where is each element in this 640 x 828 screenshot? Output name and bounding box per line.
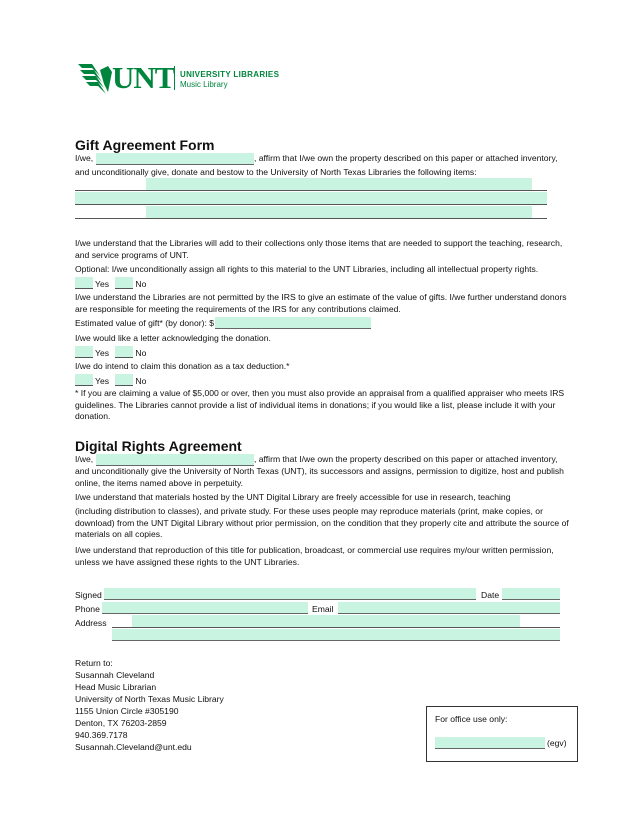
gift-iwe-label: I/we, bbox=[75, 153, 94, 163]
tax-yes-checkbox[interactable] bbox=[75, 374, 93, 386]
items-field-3[interactable] bbox=[146, 206, 532, 218]
org-subname: Music Library bbox=[180, 80, 228, 89]
gift-donate-text: and unconditionally give, donate and bestow to the University of North Texas Libraries the following items: bbox=[75, 167, 477, 177]
office-use-box bbox=[426, 706, 578, 762]
signed-field[interactable] bbox=[104, 588, 476, 600]
return-line-2: Head Music Librarian bbox=[75, 682, 157, 692]
estimated-value-label: Estimated value of gift* (by donor): $ bbox=[75, 318, 215, 328]
phone-field[interactable] bbox=[102, 602, 308, 614]
digital-title: Digital Rights Agreement bbox=[75, 438, 242, 454]
office-use-suffix: (egv) bbox=[547, 738, 567, 748]
letter-yes-label: Yes bbox=[95, 348, 110, 358]
optional-yes-no bbox=[75, 277, 146, 289]
phone-label: Phone bbox=[75, 604, 100, 614]
header-logo bbox=[78, 60, 278, 102]
gift-irs-text: I/we understand the Libraries are not permitted by the IRS to give an estimate of the value of gifts. I/we further understand donors are responsible for meeting the requirements of the IRS for any contributions claimed. bbox=[75, 292, 567, 314]
gift-understand-add: I/we understand that the Libraries will add to their collections only those items that are needed to support the teaching, research, and service programs of UNT. bbox=[75, 238, 563, 260]
letter-yes-checkbox[interactable] bbox=[75, 346, 93, 358]
gift-title: Gift Agreement Form bbox=[75, 137, 215, 153]
estimated-value-field[interactable] bbox=[215, 317, 371, 329]
letter-yes-no bbox=[75, 346, 146, 358]
date-label: Date bbox=[481, 590, 500, 600]
return-line-6: 940.369.7178 bbox=[75, 730, 128, 740]
date-field[interactable] bbox=[502, 588, 560, 600]
letter-no-checkbox[interactable] bbox=[115, 346, 133, 358]
gift-affirm-text: , affirm that I/we own the property described on this paper or attached inventory, bbox=[254, 153, 558, 163]
items-line-2 bbox=[75, 204, 547, 205]
office-use-label: For office use only: bbox=[435, 714, 508, 724]
tax-no-label: No bbox=[135, 376, 147, 386]
digital-hosted2-text: (including distribution to classes), and private study. For these uses people may reproduce materials (print, make copies, or download) from the UNT Digital Library without prior permission, on the condition that they properly cite and attribute the source of materials on all copies. bbox=[75, 506, 569, 540]
optional-yes-label: Yes bbox=[95, 279, 110, 289]
address-label: Address bbox=[75, 618, 107, 628]
tax-yes-no bbox=[75, 374, 146, 386]
gift-donor-name-field[interactable] bbox=[96, 153, 254, 165]
tax-yes-label: Yes bbox=[95, 376, 110, 386]
items-field-1[interactable] bbox=[146, 178, 532, 190]
tax-no-checkbox[interactable] bbox=[115, 374, 133, 386]
signed-label: Signed bbox=[75, 590, 102, 600]
logo-text: UNT bbox=[112, 60, 175, 95]
email-label: Email bbox=[312, 604, 334, 614]
email-field[interactable] bbox=[338, 602, 560, 614]
optional-no-checkbox[interactable] bbox=[115, 277, 133, 289]
logo-divider bbox=[174, 66, 175, 90]
items-line-1 bbox=[75, 190, 547, 191]
gift-footnote: * If you are claiming a value of $5,000 or over, then you must also provide an appraisal from a qualified appraiser who meets IRS guidelines. The Libraries cannot provide a list of individual items in donations; if you would like a list, please include it with your donation. bbox=[75, 388, 565, 422]
digital-reproduction-text: I/we understand that reproduction of this title for publication, broadcast, or commercial use requires my/our written permission, unless we have assigned these rights to the UNT Libraries. bbox=[75, 545, 554, 567]
return-line-4: 1155 Union Circle #305190 bbox=[75, 706, 179, 716]
letter-no-label: No bbox=[135, 348, 147, 358]
digital-hosted-text: I/we understand that materials hosted by the UNT Digital Library are freely accessible for use in research, teaching bbox=[75, 492, 511, 502]
optional-no-label: No bbox=[135, 279, 147, 289]
items-field-2[interactable] bbox=[75, 192, 547, 204]
letter-text: I/we would like a letter acknowledging the donation. bbox=[75, 333, 271, 343]
items-line-3 bbox=[75, 218, 547, 219]
digital-affirm-text: , affirm that I/we own the property described on this paper or attached inventory, bbox=[254, 454, 558, 464]
address-line-1 bbox=[112, 627, 560, 628]
office-use-field[interactable] bbox=[435, 737, 545, 749]
digital-name-field[interactable] bbox=[96, 454, 254, 466]
digital-iwe-label: I/we, bbox=[75, 454, 94, 464]
return-line-5: Denton, TX 76203-2859 bbox=[75, 718, 167, 728]
return-line-3: University of North Texas Music Library bbox=[75, 694, 224, 704]
return-label: Return to: bbox=[75, 658, 113, 668]
gift-optional-text: Optional: I/we unconditionally assign all rights to this material to the UNT Libraries, including all intellectual property rights. bbox=[75, 264, 539, 274]
return-email[interactable]: Susannah.Cleveland@unt.edu bbox=[75, 742, 192, 752]
tax-text: I/we do intend to claim this donation as a tax deduction.* bbox=[75, 361, 290, 371]
optional-yes-checkbox[interactable] bbox=[75, 277, 93, 289]
org-name: UNIVERSITY LIBRARIES bbox=[180, 70, 280, 79]
address-field-1[interactable] bbox=[132, 615, 520, 627]
return-line-1: Susannah Cleveland bbox=[75, 670, 155, 680]
address-field-2[interactable] bbox=[112, 629, 560, 641]
digital-give-text: and unconditionally give the University of North Texas (UNT), its successors and assigns, permission to digitize, host and publish online, the items named above in perpetuity. bbox=[75, 466, 564, 488]
